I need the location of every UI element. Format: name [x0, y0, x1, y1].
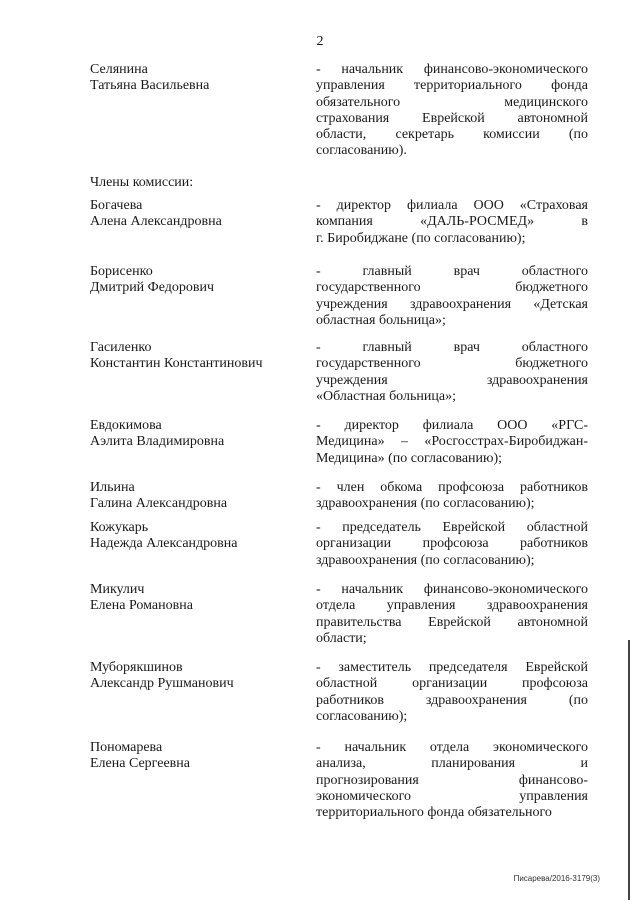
- member-role-line: - главный врач областного: [316, 340, 588, 355]
- member-name: [90, 660, 300, 692]
- member-surname: Пономарева: [90, 740, 163, 755]
- member-given-names: Аэлита Владимировна: [90, 434, 225, 449]
- member-role-line: компания «ДАЛЬ-РОСМЕД» в: [316, 214, 588, 230]
- member-surname: Кожукарь: [90, 520, 149, 535]
- member-role-line: здравоохранения (по согласованию);: [316, 552, 535, 568]
- member-role-line: согласованию).: [316, 143, 407, 159]
- member-role-line: отдела управления здравоохранения: [316, 598, 588, 614]
- members-label: Члены комиссии:: [90, 175, 194, 190]
- member-role: [316, 520, 588, 569]
- member-name: [90, 740, 300, 772]
- member-surname: Муборякшинов: [90, 660, 183, 675]
- member-role-line: управления территориального фонда: [316, 78, 588, 94]
- member-surname: Гасиленко: [90, 340, 152, 355]
- member-surname: Селянина: [90, 62, 148, 77]
- member-role-line: организации профсоюза работников: [316, 536, 588, 552]
- member-name: [90, 198, 300, 230]
- member-given-names: Александр Рушманович: [90, 676, 234, 691]
- member-role: [316, 740, 588, 821]
- member-name: [90, 520, 300, 552]
- member-role-line: области, секретарь комиссии (по: [316, 127, 588, 143]
- member-role-line: - начальник финансово-экономического: [316, 62, 588, 77]
- member-name: [90, 480, 300, 512]
- scan-edge-mark: [628, 640, 630, 900]
- member-given-names: Константин Константинович: [90, 356, 263, 371]
- member-role-line: - главный врач областного: [316, 264, 588, 279]
- member-role: [316, 480, 588, 513]
- member-role-line: областная больница»;: [316, 312, 446, 328]
- member-role-line: работников здравоохранения (по: [316, 692, 588, 708]
- member-role-line: учреждения здравоохранения: [316, 372, 588, 388]
- member-role-line: - директор филиала ООО «РГС-: [316, 418, 588, 433]
- member-role-line: согласованию);: [316, 708, 408, 724]
- member-role-line: государственного бюджетного: [316, 356, 588, 372]
- member-role-line: анализа, планирования и: [316, 756, 588, 772]
- member-surname: Ильина: [90, 480, 135, 495]
- member-name: [90, 340, 300, 372]
- member-role-line: области;: [316, 630, 367, 646]
- member-given-names: Алена Александровна: [90, 214, 222, 229]
- member-role-line: г. Биробиджане (по согласованию);: [316, 230, 526, 246]
- member-given-names: Надежда Александровна: [90, 536, 238, 551]
- member-role: [316, 340, 588, 405]
- member-role-line: - председатель Еврейской областной: [316, 520, 588, 535]
- member-role: [316, 62, 588, 160]
- member-role: [316, 198, 588, 247]
- member-role-line: территориального фонда обязательного: [316, 805, 552, 821]
- member-given-names: Елена Романовна: [90, 598, 193, 613]
- member-given-names: Елена Сергеевна: [90, 756, 190, 771]
- member-role-line: - начальник финансово-экономического: [316, 582, 588, 597]
- member-given-names: Татьяна Васильевна: [90, 78, 210, 93]
- member-role-line: здравоохранения (по согласованию);: [316, 496, 535, 512]
- member-name: [90, 582, 300, 614]
- footer-code: Писарева/2016-3179(3): [513, 874, 600, 883]
- member-role-line: государственного бюджетного: [316, 280, 588, 296]
- member-surname: Борисенко: [90, 264, 153, 279]
- member-role-line: экономического управления: [316, 788, 588, 804]
- member-name: [90, 264, 300, 296]
- page-number: 2: [316, 34, 324, 49]
- member-surname: Микулич: [90, 582, 145, 597]
- member-role: [316, 418, 588, 467]
- member-given-names: Дмитрий Федорович: [90, 280, 215, 295]
- member-surname: Евдокимова: [90, 418, 162, 433]
- member-role-line: - начальник отдела экономического: [316, 740, 588, 755]
- member-given-names: Галина Александровна: [90, 496, 228, 511]
- member-role-line: Медицина» – «Росгосстрах-Биробиджан-: [316, 434, 588, 450]
- member-surname: Богачева: [90, 198, 143, 213]
- member-role: [316, 264, 588, 329]
- member-role-line: областной организации профсоюза: [316, 676, 588, 692]
- member-role-line: страхования Еврейской автономной: [316, 110, 588, 126]
- member-role-line: «Областная больница»;: [316, 388, 456, 404]
- member-role-line: - директор филиала ООО «Страховая: [316, 198, 588, 213]
- member-role-line: Медицина» (по согласованию);: [316, 450, 503, 466]
- member-role-line: учреждения здравоохранения «Детская: [316, 296, 588, 312]
- member-role-line: обязательного медицинского: [316, 94, 588, 110]
- member-role-line: прогнозирования финансово-: [316, 772, 588, 788]
- member-name: [90, 418, 300, 450]
- member-name: [90, 62, 300, 94]
- member-role: [316, 660, 588, 725]
- member-role-line: - заместитель председателя Еврейской: [316, 660, 588, 675]
- member-role-line: - член обкома профсоюза работников: [316, 480, 588, 495]
- member-role: [316, 582, 588, 647]
- member-role-line: правительства Еврейской автономной: [316, 614, 588, 630]
